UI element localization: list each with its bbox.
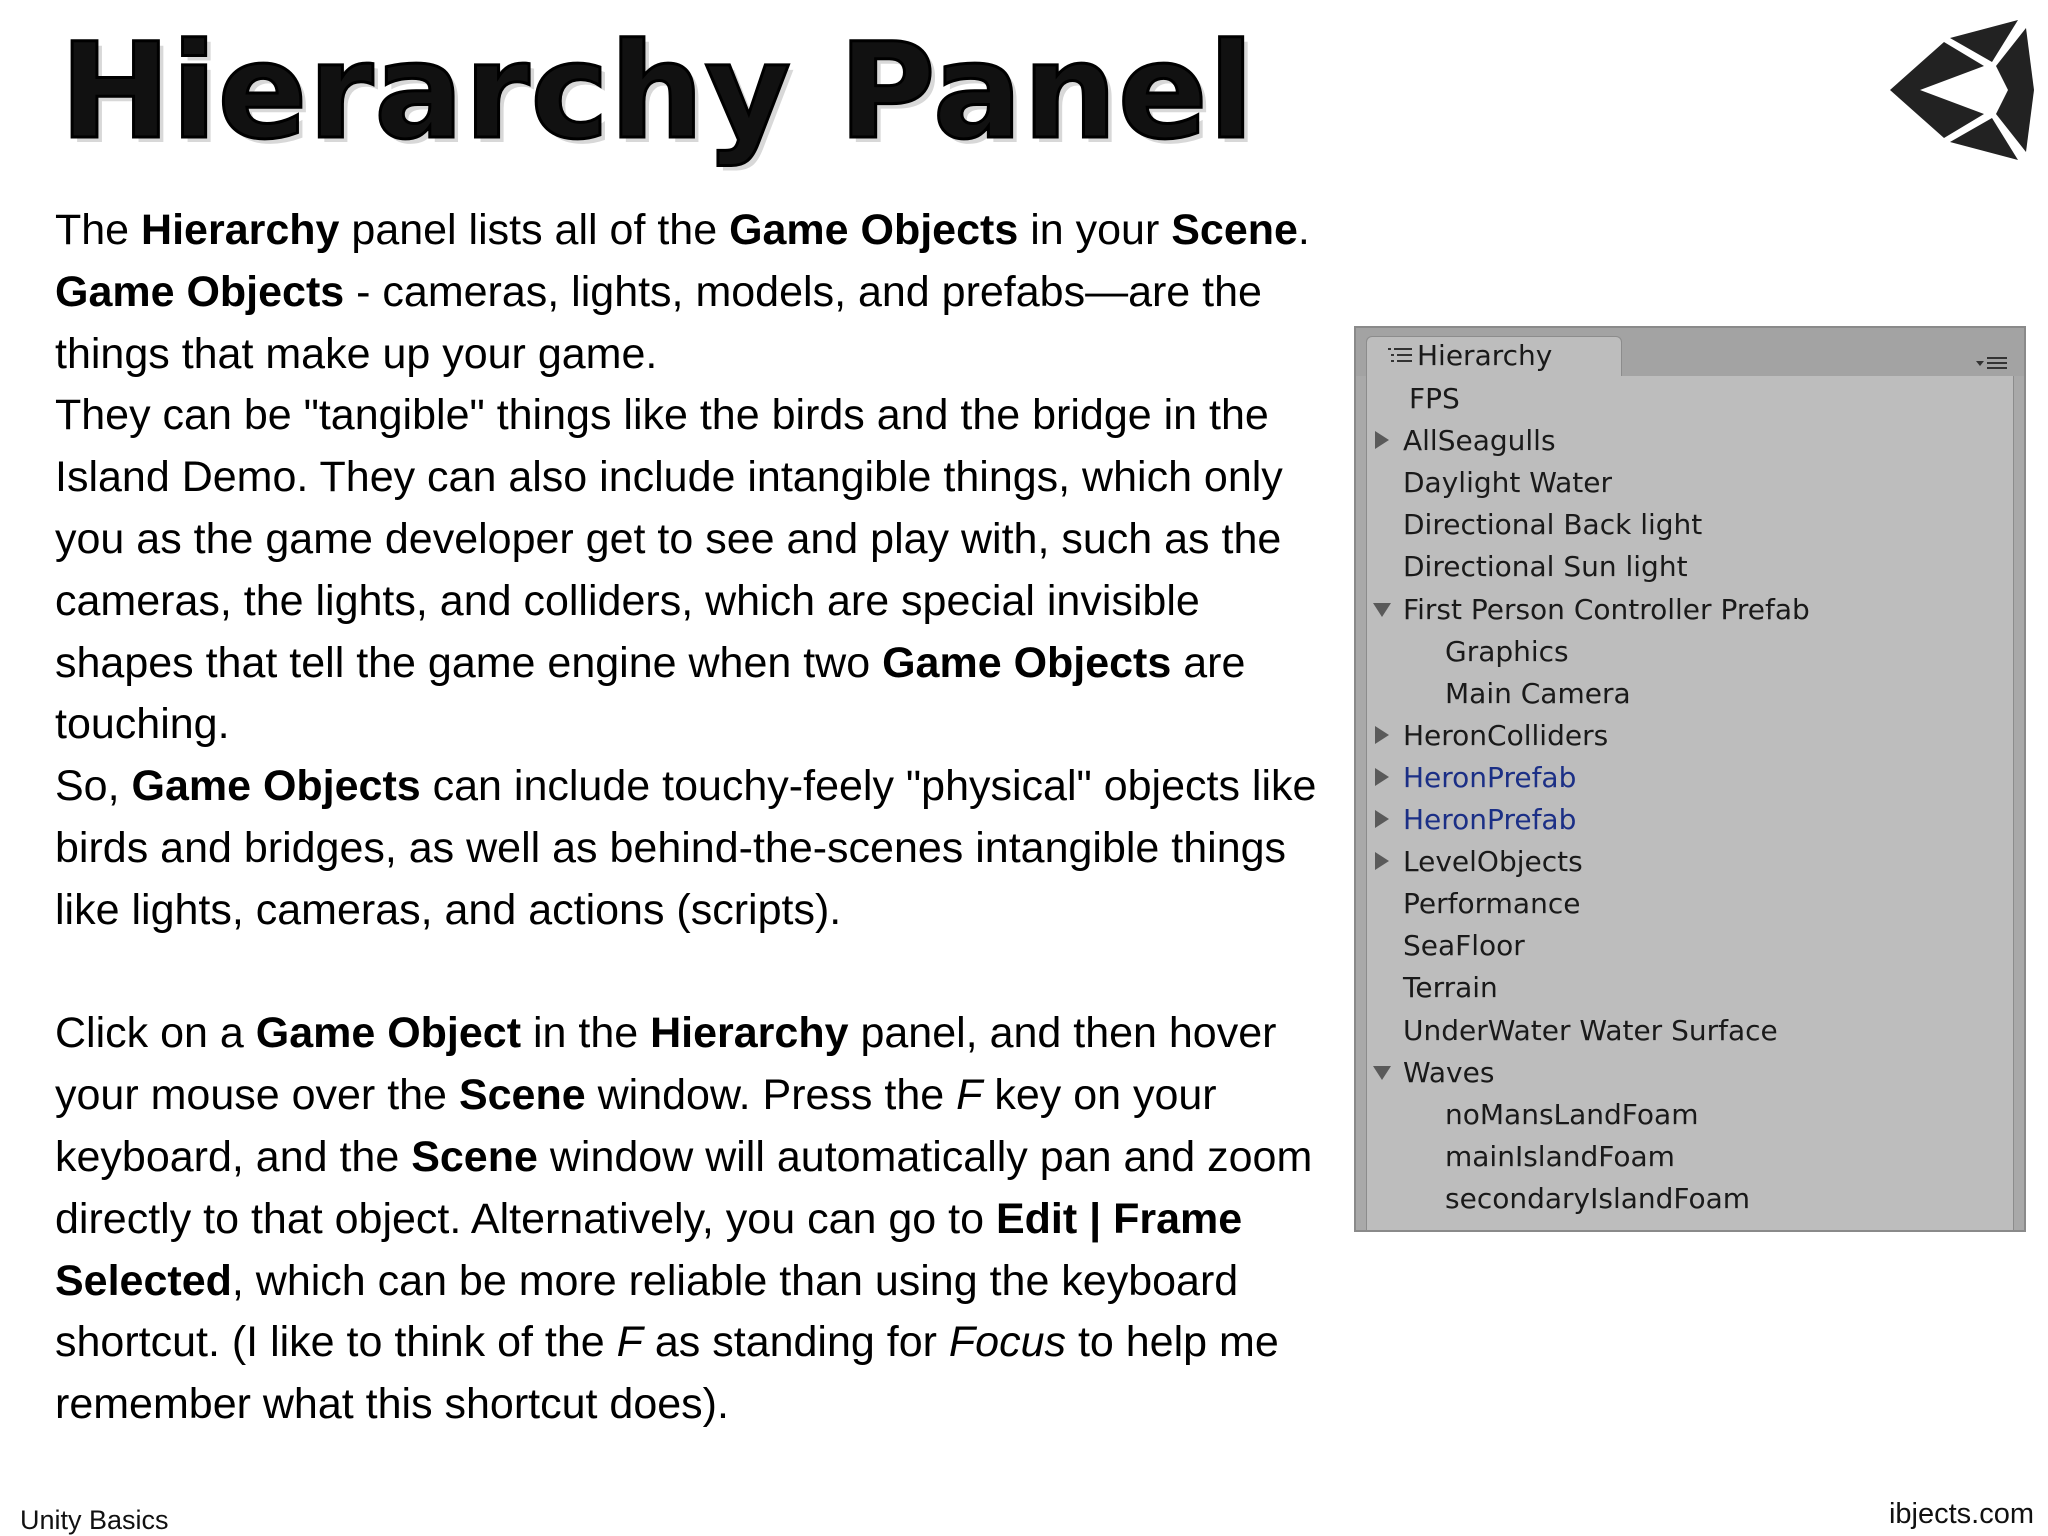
hierarchy-list <box>1366 376 2014 1230</box>
unity-logo-icon <box>1880 10 2040 170</box>
panel-menu-icon[interactable] <box>1974 354 2010 372</box>
collapsed-arrow-icon[interactable] <box>1371 850 1393 872</box>
hierarchy-item[interactable] <box>1367 420 2013 462</box>
text-run: key on your keyboard, and the <box>55 1071 1217 1181</box>
hierarchy-item-label: LevelObjects <box>1403 845 1583 879</box>
hierarchy-tab-bar <box>1356 328 2024 376</box>
hierarchy-item[interactable] <box>1367 589 2013 631</box>
text-run: in the <box>521 1009 651 1058</box>
bold-text: Hierarchy <box>650 1009 849 1058</box>
bold-text: Game Objects <box>131 762 421 811</box>
bold-text: Game Objects <box>882 638 1172 687</box>
hierarchy-item-label: First Person Controller Prefab <box>1403 592 1810 626</box>
hierarchy-item-label: HeronPrefab <box>1403 760 1577 794</box>
hierarchy-item[interactable] <box>1367 462 2013 504</box>
text-run: in your <box>1018 206 1172 254</box>
text-run: can include touchy-feely "physical" objects like birds and bridges, as well as behind-the-scenes intangible things like lights, cameras, and actions (scripts). <box>55 762 1317 934</box>
collapsed-arrow-icon[interactable] <box>1371 429 1393 451</box>
hierarchy-item-label: AllSeagulls <box>1403 424 1556 458</box>
hierarchy-item[interactable] <box>1367 1136 2013 1178</box>
hierarchy-item-label: Daylight Water <box>1403 466 1613 500</box>
text-run: window will automatically pan and zoom directly to that object. Alternatively, you can go to <box>55 1132 1313 1243</box>
hierarchy-tab[interactable] <box>1366 336 1622 376</box>
hierarchy-item-label: secondaryIslandFoam <box>1445 1181 1751 1215</box>
hierarchy-item-label: Graphics <box>1445 634 1569 668</box>
body-paragraph <box>55 1003 1345 1436</box>
body-paragraph <box>55 385 1345 756</box>
body-text <box>55 200 1345 1436</box>
text-run: panel lists all of the <box>339 206 730 254</box>
bold-text: Hierarchy <box>141 206 340 254</box>
footer-site-label: ibjects.com <box>1888 1498 2034 1530</box>
hierarchy-item-label: Directional Back light <box>1403 508 1703 542</box>
hierarchy-item[interactable] <box>1367 757 2013 799</box>
hierarchy-item-label: HeronColliders <box>1403 718 1609 752</box>
hierarchy-item[interactable] <box>1367 631 2013 673</box>
text-run: as standing for <box>642 1318 949 1367</box>
text-run: , which can be more reliable than using the keyboard shortcut. (I like to think of the <box>55 1256 1239 1367</box>
hierarchy-item[interactable] <box>1367 1178 2013 1220</box>
hierarchy-tab-label: Hierarchy <box>1417 339 1553 372</box>
hierarchy-item[interactable] <box>1367 673 2013 715</box>
paragraph-spacer <box>55 942 1345 1004</box>
hierarchy-panel <box>1354 326 2026 1232</box>
text-run: are touching. <box>55 638 1246 749</box>
hierarchy-item-label: noMansLandFoam <box>1445 1097 1699 1131</box>
hierarchy-item[interactable] <box>1367 841 2013 883</box>
body-paragraph <box>55 756 1345 941</box>
text-run: They can be "tangible" things like the birds and the bridge in the Island Demo. They can also include intangible things, which only you as the game developer get to see and play with, such as the cameras, the lights, and colliders, which are special invisible shapes that tell the game engine when two <box>55 391 1283 687</box>
hierarchy-item[interactable] <box>1367 1010 2013 1052</box>
expanded-arrow-icon[interactable] <box>1371 1061 1393 1083</box>
footer-course-label: Unity Basics <box>20 1505 169 1535</box>
text-run: So, <box>55 762 132 811</box>
bold-text: Scene <box>458 1071 586 1120</box>
text-run: - cameras, lights, models, and prefabs—are the things that make up your game. <box>55 267 1262 378</box>
text-run: The <box>55 206 142 254</box>
hierarchy-item-label: HeronPrefab <box>1403 803 1577 836</box>
hierarchy-item[interactable] <box>1367 967 2013 1009</box>
expanded-arrow-icon[interactable] <box>1371 598 1393 620</box>
text-run: Click on a <box>55 1009 256 1058</box>
hierarchy-item[interactable] <box>1367 1094 2013 1136</box>
hierarchy-item[interactable] <box>1367 504 2013 546</box>
body-paragraph <box>55 200 1345 385</box>
hierarchy-list-icon <box>1387 346 1413 366</box>
bold-text: Game Objects <box>729 206 1019 254</box>
collapsed-arrow-icon[interactable] <box>1371 808 1393 830</box>
hierarchy-item[interactable] <box>1367 799 2013 841</box>
hierarchy-item-label: SeaFloor <box>1403 929 1525 963</box>
hierarchy-item-label: UnderWater Water Surface <box>1403 1013 1778 1047</box>
hierarchy-item[interactable] <box>1367 1052 2013 1094</box>
bold-text: Scene <box>1171 206 1298 254</box>
italic-text: F <box>956 1071 983 1120</box>
italic-text: F <box>616 1318 643 1367</box>
hierarchy-item[interactable] <box>1367 715 2013 757</box>
slide-title: Hierarchy Panel <box>60 15 1255 169</box>
hierarchy-item[interactable] <box>1367 883 2013 925</box>
bold-text: Edit | Frame Selected <box>55 1194 1243 1305</box>
bold-text: Game Objects <box>55 267 345 316</box>
text-run: . <box>1297 206 1310 254</box>
hierarchy-item[interactable] <box>1367 925 2013 967</box>
text-run: to help me remember what this shortcut does). <box>55 1318 1279 1429</box>
collapsed-arrow-icon[interactable] <box>1371 766 1393 788</box>
text-run: window. Press the <box>585 1071 957 1120</box>
hierarchy-item-label: Main Camera <box>1445 676 1631 710</box>
hierarchy-item-label: Waves <box>1403 1055 1495 1089</box>
hierarchy-item-label: Terrain <box>1403 971 1498 1005</box>
italic-text: Focus <box>948 1318 1067 1367</box>
text-run: panel, and then hover your mouse over the <box>55 1009 1277 1120</box>
bold-text: Scene <box>411 1132 538 1181</box>
hierarchy-item-label: mainIslandFoam <box>1445 1139 1675 1173</box>
hierarchy-item-label: Performance <box>1403 887 1581 921</box>
collapsed-arrow-icon[interactable] <box>1371 724 1393 746</box>
bold-text: Game Object <box>255 1009 522 1058</box>
hierarchy-item-label: FPS <box>1409 382 1460 415</box>
hierarchy-item-label: Directional Sun light <box>1403 550 1688 584</box>
hierarchy-item[interactable] <box>1367 378 2013 420</box>
hierarchy-item[interactable] <box>1367 546 2013 588</box>
